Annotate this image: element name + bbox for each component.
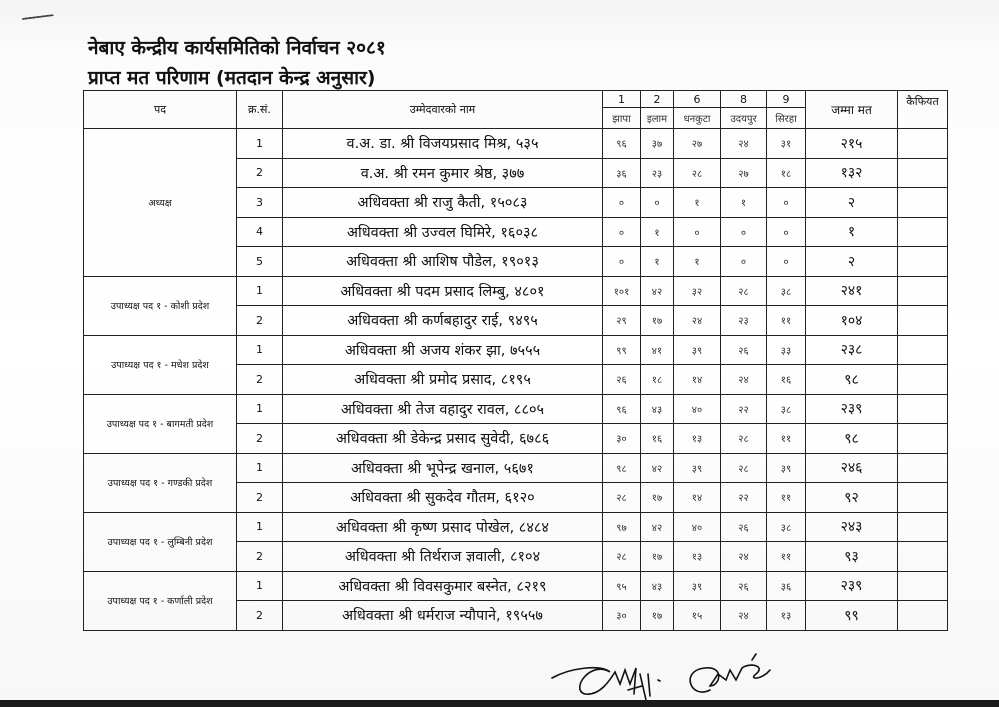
- booth-vote: ०: [767, 247, 806, 277]
- candidate-name: अधिवक्ता श्री आशिष पौडेल, १९०१३: [283, 247, 603, 277]
- total-votes: ९८: [806, 365, 898, 395]
- booth-vote: १६: [641, 424, 674, 454]
- header-row-1: [84, 91, 948, 108]
- booth-vote: ३३: [767, 335, 806, 365]
- booth-vote: ११: [767, 542, 806, 572]
- post-cell: उपाध्यक्ष पद १ - गण्डकी प्रदेश: [84, 453, 237, 512]
- booth-vote: ९५: [603, 571, 641, 601]
- header-post: पद: [84, 91, 237, 129]
- booth-vote: २३: [721, 306, 767, 336]
- booth-vote: ११: [767, 483, 806, 513]
- booth-vote: १४: [674, 483, 721, 513]
- remarks-cell: [898, 512, 948, 542]
- remarks-cell: [898, 571, 948, 601]
- candidate-name: अधिवक्ता श्री अजय शंकर झा, ७५५५: [283, 335, 603, 365]
- booth-vote: ३८: [767, 512, 806, 542]
- serial-number: 2: [237, 424, 283, 454]
- candidate-name: अधिवक्ता श्री तेज वहादुर रावल, ८८०५: [283, 394, 603, 424]
- booth-vote: ०: [767, 188, 806, 218]
- serial-number: 1: [237, 571, 283, 601]
- total-votes: १०४: [806, 306, 898, 336]
- booth-vote: १६: [767, 365, 806, 395]
- header-candidate-name: उम्मेदवारको नाम: [283, 91, 603, 129]
- booth-vote: २८: [603, 483, 641, 513]
- booth-vote: ३२: [674, 276, 721, 306]
- booth-vote: २८: [721, 453, 767, 483]
- booth-vote: १८: [767, 158, 806, 188]
- booth-vote: ३८: [767, 276, 806, 306]
- remarks-cell: [898, 306, 948, 336]
- booth-vote: २४: [721, 129, 767, 159]
- booth-vote: २४: [721, 542, 767, 572]
- total-votes: २१५: [806, 129, 898, 159]
- booth-vote: ३७: [641, 129, 674, 159]
- total-votes: २४६: [806, 453, 898, 483]
- scan-edge: [0, 700, 999, 707]
- booth-vote: ०: [674, 217, 721, 247]
- booth-vote: ३१: [767, 129, 806, 159]
- serial-number: 5: [237, 247, 283, 277]
- booth-vote: २३: [641, 158, 674, 188]
- remarks-cell: [898, 483, 948, 513]
- booth-vote: २६: [603, 365, 641, 395]
- booth-vote: २४: [721, 601, 767, 631]
- serial-number: 1: [237, 129, 283, 159]
- remarks-cell: [898, 188, 948, 218]
- serial-number: 4: [237, 217, 283, 247]
- booth-name: झापा: [603, 108, 641, 129]
- total-votes: २३९: [806, 571, 898, 601]
- booth-vote: २२: [721, 483, 767, 513]
- candidate-row: [84, 571, 948, 601]
- booth-number: 8: [721, 91, 767, 108]
- booth-vote: ३६: [767, 571, 806, 601]
- total-votes: २: [806, 188, 898, 218]
- serial-number: 1: [237, 335, 283, 365]
- candidate-name: व.अ. डा. श्री विजयप्रसाद मिश्र, ५३५: [283, 129, 603, 159]
- booth-vote: ९९: [603, 335, 641, 365]
- candidate-name: अधिवक्ता श्री सुकदेव गौतम, ६१२०: [283, 483, 603, 513]
- candidate-name: अधिवक्ता श्री पदम प्रसाद लिम्बु, ४८०१: [283, 276, 603, 306]
- booth-vote: ३९: [767, 453, 806, 483]
- booth-vote: १५: [674, 601, 721, 631]
- header-total-votes: जम्मा मत: [806, 91, 898, 129]
- booth-vote: ०: [603, 217, 641, 247]
- serial-number: 2: [237, 306, 283, 336]
- candidate-name: अधिवक्ता श्री विवसकुमार बस्नेत, ८२१९: [283, 571, 603, 601]
- booth-vote: ०: [603, 247, 641, 277]
- booth-vote: १: [674, 247, 721, 277]
- candidate-row: [84, 335, 948, 365]
- serial-number: 1: [237, 394, 283, 424]
- document-subtitle: प्राप्त मत परिणाम (मतदान केन्द्र अनुसार): [88, 67, 376, 89]
- total-votes: २४३: [806, 512, 898, 542]
- total-votes: २३९: [806, 394, 898, 424]
- results-body: [84, 129, 948, 631]
- booth-vote: ११: [767, 306, 806, 336]
- header-remarks: कैफियत: [898, 91, 948, 129]
- booth-vote: १३: [674, 424, 721, 454]
- remarks-cell: [898, 542, 948, 572]
- booth-vote: २२: [721, 394, 767, 424]
- booth-number: 1: [603, 91, 641, 108]
- booth-vote: २६: [721, 571, 767, 601]
- candidate-row: [84, 129, 948, 159]
- booth-vote: ३६: [603, 158, 641, 188]
- booth-vote: ३८: [767, 394, 806, 424]
- total-votes: ९२: [806, 483, 898, 513]
- post-cell: उपाध्यक्ष पद १ - बागमती प्रदेश: [84, 394, 237, 453]
- booth-vote: ४२: [641, 276, 674, 306]
- booth-vote: १४: [674, 365, 721, 395]
- booth-vote: १७: [641, 306, 674, 336]
- booth-name: धनकुटा: [674, 108, 721, 129]
- booth-vote: ०: [721, 247, 767, 277]
- booth-vote: ९७: [603, 512, 641, 542]
- booth-name: इलाम: [641, 108, 674, 129]
- remarks-cell: [898, 394, 948, 424]
- booth-vote: १: [641, 217, 674, 247]
- candidate-name: अधिवक्ता श्री कर्णबहादुर राई, ९४९५: [283, 306, 603, 336]
- booth-vote: ९६: [603, 129, 641, 159]
- booth-vote: ९६: [603, 394, 641, 424]
- booth-vote: ४०: [674, 512, 721, 542]
- candidate-name: व.अ. श्री रमन कुमार श्रेष्ठ, ३७७: [283, 158, 603, 188]
- booth-vote: २७: [674, 129, 721, 159]
- booth-vote: १७: [641, 483, 674, 513]
- remarks-cell: [898, 276, 948, 306]
- booth-vote: १३: [767, 601, 806, 631]
- booth-vote: ३०: [603, 601, 641, 631]
- booth-vote: ०: [721, 217, 767, 247]
- total-votes: २: [806, 247, 898, 277]
- total-votes: २३८: [806, 335, 898, 365]
- booth-vote: ०: [641, 188, 674, 218]
- booth-vote: ४३: [641, 571, 674, 601]
- total-votes: ९८: [806, 424, 898, 454]
- booth-vote: २४: [721, 365, 767, 395]
- booth-vote: ९८: [603, 453, 641, 483]
- booth-vote: ०: [767, 217, 806, 247]
- post-cell: उपाध्यक्ष पद १ - लुम्बिनी प्रदेश: [84, 512, 237, 571]
- remarks-cell: [898, 601, 948, 631]
- results-table: [83, 90, 948, 631]
- post-cell: उपाध्यक्ष पद १ - कोशी प्रदेश: [84, 276, 237, 335]
- candidate-name: अधिवक्ता श्री डेकेन्द्र प्रसाद सुवेदी, ६७८६: [283, 424, 603, 454]
- booth-vote: १०१: [603, 276, 641, 306]
- total-votes: १३२: [806, 158, 898, 188]
- booth-vote: २४: [674, 306, 721, 336]
- booth-vote: ४१: [641, 335, 674, 365]
- candidate-name: अधिवक्ता श्री प्रमोद प्रसाद, ८१९५: [283, 365, 603, 395]
- post-cell: अध्यक्ष: [84, 129, 237, 277]
- booth-vote: ३९: [674, 571, 721, 601]
- remarks-cell: [898, 158, 948, 188]
- total-votes: ९३: [806, 542, 898, 572]
- booth-name: सिरहा: [767, 108, 806, 129]
- remarks-cell: [898, 424, 948, 454]
- booth-vote: १७: [641, 601, 674, 631]
- booth-vote: २७: [721, 158, 767, 188]
- candidate-name: अधिवक्ता श्री उज्वल घिमिरे, १६०३८: [283, 217, 603, 247]
- booth-vote: १८: [641, 365, 674, 395]
- remarks-cell: [898, 365, 948, 395]
- post-cell: उपाध्यक्ष पद १ - मधेश प्रदेश: [84, 335, 237, 394]
- signatures: [530, 650, 810, 702]
- signature-1: [552, 668, 660, 700]
- candidate-row: [84, 453, 948, 483]
- candidate-row: [84, 394, 948, 424]
- signature-2: [690, 654, 770, 692]
- booth-vote: ३०: [603, 424, 641, 454]
- booth-vote: ४२: [641, 453, 674, 483]
- booth-vote: १: [641, 247, 674, 277]
- booth-vote: ३९: [674, 335, 721, 365]
- booth-vote: २६: [721, 335, 767, 365]
- booth-vote: १: [721, 188, 767, 218]
- candidate-row: [84, 512, 948, 542]
- remarks-cell: [898, 335, 948, 365]
- remarks-cell: [898, 247, 948, 277]
- booth-number: 9: [767, 91, 806, 108]
- total-votes: ९९: [806, 601, 898, 631]
- booth-vote: १७: [641, 542, 674, 572]
- remarks-cell: [898, 217, 948, 247]
- booth-vote: १३: [674, 542, 721, 572]
- booth-vote: २८: [721, 276, 767, 306]
- serial-number: 2: [237, 601, 283, 631]
- booth-vote: २८: [674, 158, 721, 188]
- booth-vote: ३९: [674, 453, 721, 483]
- booth-name: उदयपुर: [721, 108, 767, 129]
- total-votes: १: [806, 217, 898, 247]
- document-title: नेबाए केन्द्रीय कार्यसमितिको निर्वाचन २०८१: [88, 37, 386, 59]
- booth-vote: ४०: [674, 394, 721, 424]
- booth-vote: ४३: [641, 394, 674, 424]
- candidate-row: [84, 276, 948, 306]
- total-votes: २४१: [806, 276, 898, 306]
- booth-vote: ०: [603, 188, 641, 218]
- serial-number: 2: [237, 483, 283, 513]
- serial-number: 2: [237, 365, 283, 395]
- booth-vote: २६: [721, 512, 767, 542]
- serial-number: 3: [237, 188, 283, 218]
- candidate-name: अधिवक्ता श्री राजु कैती, १५०८३: [283, 188, 603, 218]
- serial-number: 2: [237, 158, 283, 188]
- booth-number: 6: [674, 91, 721, 108]
- remarks-cell: [898, 453, 948, 483]
- candidate-name: अधिवक्ता श्री तिर्थराज ज्ञवाली, ८१०४: [283, 542, 603, 572]
- serial-number: 1: [237, 276, 283, 306]
- serial-number: 1: [237, 453, 283, 483]
- booth-number: 2: [641, 91, 674, 108]
- post-cell: उपाध्यक्ष पद १ - कर्णाली प्रदेश: [84, 571, 237, 630]
- candidate-name: अधिवक्ता श्री कृष्ण प्रसाद पोखेल, ८४८४: [283, 512, 603, 542]
- serial-number: 1: [237, 512, 283, 542]
- booth-vote: ४२: [641, 512, 674, 542]
- booth-vote: २९: [603, 306, 641, 336]
- booth-vote: ११: [767, 424, 806, 454]
- candidate-name: अधिवक्ता श्री भूपेन्द्र खनाल, ५६७१: [283, 453, 603, 483]
- remarks-cell: [898, 129, 948, 159]
- booth-vote: २८: [603, 542, 641, 572]
- booth-vote: २८: [721, 424, 767, 454]
- booth-vote: १: [674, 188, 721, 218]
- serial-number: 2: [237, 542, 283, 572]
- header-serial: क्र.सं.: [237, 91, 283, 129]
- candidate-name: अधिवक्ता श्री धर्मराज न्यौपाने, १९५५७: [283, 601, 603, 631]
